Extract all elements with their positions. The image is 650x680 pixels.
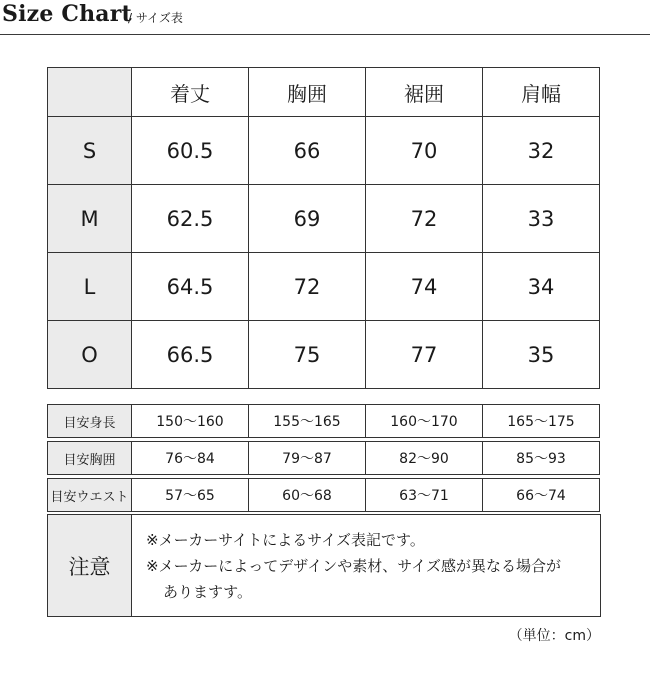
table-cell: 69 [249,185,366,253]
table-cell: 64.5 [132,253,249,321]
reference-cell: 165〜175 [483,405,600,438]
table-row [48,185,600,253]
table-cell: 75 [249,321,366,389]
reference-label: 目安身長 [48,405,132,438]
column-header: 胸囲 [249,68,366,117]
note-line: ありますす。 [163,582,252,601]
note-line: ※メーカーサイトによるサイズ表記です。 [146,530,425,549]
table-cell: 35 [483,321,600,389]
reference-height-row [47,404,600,438]
reference-label: 目安胸囲 [48,442,132,475]
table-cell: 60.5 [132,117,249,185]
size-label: M [48,185,132,253]
table-cell: 66.5 [132,321,249,389]
reference-label: 目安ウエスト [48,479,132,512]
table-cell: 70 [366,117,483,185]
reference-cell: 76〜84 [132,442,249,475]
table-cell: 74 [366,253,483,321]
table-cell: 77 [366,321,483,389]
page-title: Size Chart [2,1,132,27]
table-cell: 62.5 [132,185,249,253]
reference-waist-row [47,478,600,512]
reference-cell: 57〜65 [132,479,249,512]
table-cell: 33 [483,185,600,253]
reference-cell: 150〜160 [132,405,249,438]
reference-cell: 63〜71 [366,479,483,512]
column-header: 肩幅 [483,68,600,117]
note-text [132,515,601,617]
page-subtitle: / サイズ表 [128,11,183,25]
size-table-header-row [48,68,600,117]
size-table [47,67,600,389]
unit-label: （単位：cm） [508,628,600,644]
reference-cell: 155〜165 [249,405,366,438]
reference-cell: 66〜74 [483,479,600,512]
reference-cell: 160〜170 [366,405,483,438]
header [0,0,650,35]
note-box [47,514,601,617]
size-label: O [48,321,132,389]
reference-cell: 60〜68 [249,479,366,512]
table-row [48,321,600,389]
reference-chest-row [47,441,600,475]
note-label: 注意 [48,515,132,617]
corner-cell [48,68,132,117]
column-header: 着丈 [132,68,249,117]
table-cell: 72 [249,253,366,321]
reference-cell: 82〜90 [366,442,483,475]
size-label: S [48,117,132,185]
table-cell: 34 [483,253,600,321]
table-row [48,253,600,321]
note-line: ※メーカーによってデザインや素材、サイズ感が異なる場合が [146,556,562,575]
reference-cell: 79〜87 [249,442,366,475]
size-label: L [48,253,132,321]
column-header: 裾囲 [366,68,483,117]
table-cell: 32 [483,117,600,185]
table-cell: 72 [366,185,483,253]
table-row [48,117,600,185]
reference-cell: 85〜93 [483,442,600,475]
table-cell: 66 [249,117,366,185]
